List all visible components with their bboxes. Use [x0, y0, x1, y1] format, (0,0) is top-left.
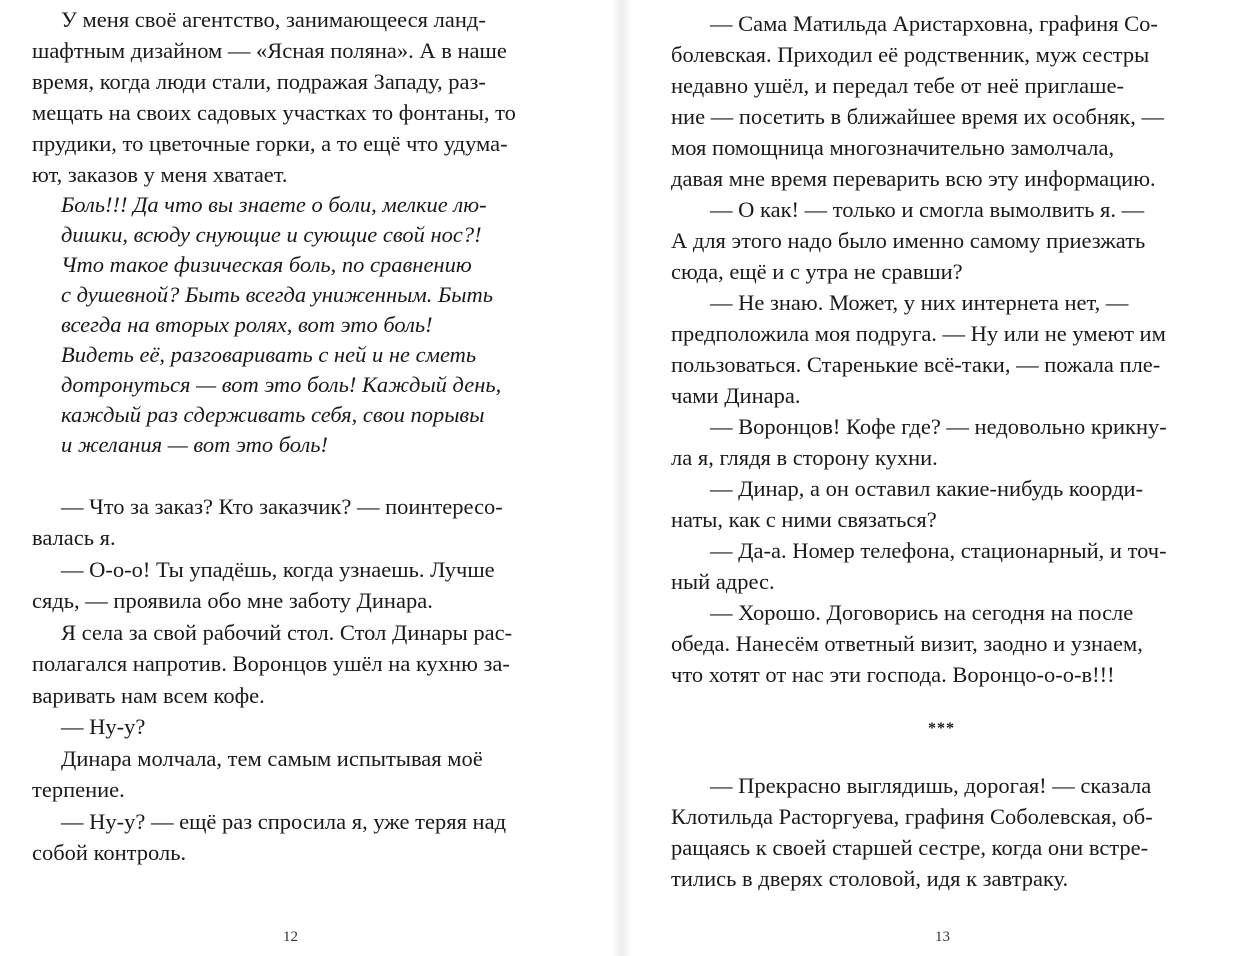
- text-line: — О как! — только и смогла вымолвить я. —: [710, 197, 1145, 222]
- text-line: собой контроль.: [32, 840, 187, 865]
- italic-text-line: дотронуться — вот это боль! Каждый день,: [61, 372, 502, 397]
- text-line: — Ну-у? — ещё раз спросила я, уже теряя над: [61, 809, 507, 834]
- text-line: пользоваться. Старенькие всё-таки, — пожала пле-: [671, 352, 1161, 377]
- text-line: Динара молчала, тем самым испытывая моё: [61, 746, 483, 771]
- section-separator: ***: [928, 720, 955, 737]
- text-line: обеда. Нанесём ответный визит, заодно и узнаем,: [671, 631, 1143, 656]
- text-line: чами Динара.: [671, 383, 801, 408]
- text-line: — Хорошо. Договорись на сегодня на после: [710, 600, 1134, 625]
- text-line: — Что за заказ? Кто заказчик? — поинтересо-: [61, 494, 503, 519]
- text-line: — Сама Матильда Аристарховна, графиня Со-: [710, 11, 1158, 36]
- text-line: — Динар, а он оставил какие-нибудь коорди-: [710, 476, 1144, 501]
- text-line: сядь, — проявила обо мне заботу Динара.: [32, 588, 433, 613]
- text-line: — Не знаю. Может, у них интернета нет, —: [710, 290, 1129, 315]
- text-line: недавно ушёл, и передал тебе от неё приглаше-: [671, 73, 1124, 98]
- text-line: У меня своё агентство, занимающееся ланд-: [61, 7, 486, 32]
- text-line: тились в дверях столовой, идя к завтраку.: [671, 866, 1069, 891]
- page-number: 12: [283, 929, 298, 945]
- text-line: валась я.: [32, 525, 116, 550]
- italic-text-line: с душевной? Быть всегда униженным. Быть: [61, 282, 493, 307]
- text-line: прудики, то цветочные горки, а то ещё что удума-: [32, 131, 508, 156]
- text-line: наты, как с ними связаться?: [671, 507, 937, 532]
- page-number: 13: [935, 929, 950, 945]
- text-line: — Да-а. Номер телефона, стационарный, и точ-: [710, 538, 1167, 563]
- italic-text-line: всегда на вторых ролях, вот это боль!: [61, 312, 433, 337]
- text-line: терпение.: [32, 777, 125, 802]
- text-line: что хотят от нас эти господа. Воронцо-о-о-в!!!: [671, 662, 1115, 687]
- text-line: — Воронцов! Кофе где? — недовольно крикну-: [710, 414, 1167, 439]
- text-line: варивать нам всем кофе.: [32, 683, 265, 708]
- text-line: — О-о-о! Ты упадёшь, когда узнаешь. Лучше: [61, 557, 495, 582]
- text-line: болевская. Приходил её родственник, муж сестры: [671, 42, 1150, 67]
- text-line: полагался напротив. Воронцов ушёл на кухню за-: [32, 651, 510, 676]
- text-line: ние — посетить в ближайшее время их особняк, —: [671, 104, 1164, 129]
- text-line: ращаясь к своей старшей сестре, когда они встре-: [671, 835, 1149, 860]
- text-line: предположила моя подруга. — Ну или не умеют им: [671, 321, 1166, 346]
- text-line: давая мне время переварить всю эту информацию.: [671, 166, 1156, 191]
- text-line: Я села за свой рабочий стол. Стол Динары рас-: [61, 620, 513, 645]
- right-page: [622, 0, 1244, 956]
- text-line: моя помощница многозначительно замолчала,: [671, 135, 1115, 160]
- italic-text-line: и желания — вот это боль!: [61, 432, 328, 457]
- text-line: Клотильда Расторгуева, графиня Соболевская, об-: [671, 804, 1153, 829]
- italic-text-line: каждый раз сдерживать себя, свои порывы: [61, 402, 485, 427]
- italic-text-line: Видеть её, разговаривать с ней и не сметь: [61, 342, 477, 367]
- text-line: сюда, ещё и с утра не сравши?: [671, 259, 963, 284]
- italic-text-line: дишки, всюду снующие и сующие свой нос?!: [61, 222, 482, 247]
- text-line: — Прекрасно выглядишь, дорогая! — сказала: [710, 773, 1152, 798]
- text-line: мещать на своих садовых участках то фонтаны, то: [32, 100, 516, 125]
- text-line: шафтным дизайном — «Ясная поляна». А в наше: [32, 38, 507, 63]
- text-line: ла я, глядя в сторону кухни.: [671, 445, 938, 470]
- text-line: ют, заказов у меня хватает.: [32, 162, 288, 187]
- italic-text-line: Боль!!! Да что вы знаете о боли, мелкие лю-: [61, 192, 487, 217]
- text-line: — Ну-у?: [61, 714, 146, 739]
- text-line: время, когда люди стали, подражая Западу, раз-: [32, 69, 486, 94]
- text-line: А для этого надо было именно самому приезжать: [671, 228, 1146, 253]
- text-line: ный адрес.: [671, 569, 775, 594]
- italic-text-line: Что такое физическая боль, по сравнению: [61, 252, 472, 277]
